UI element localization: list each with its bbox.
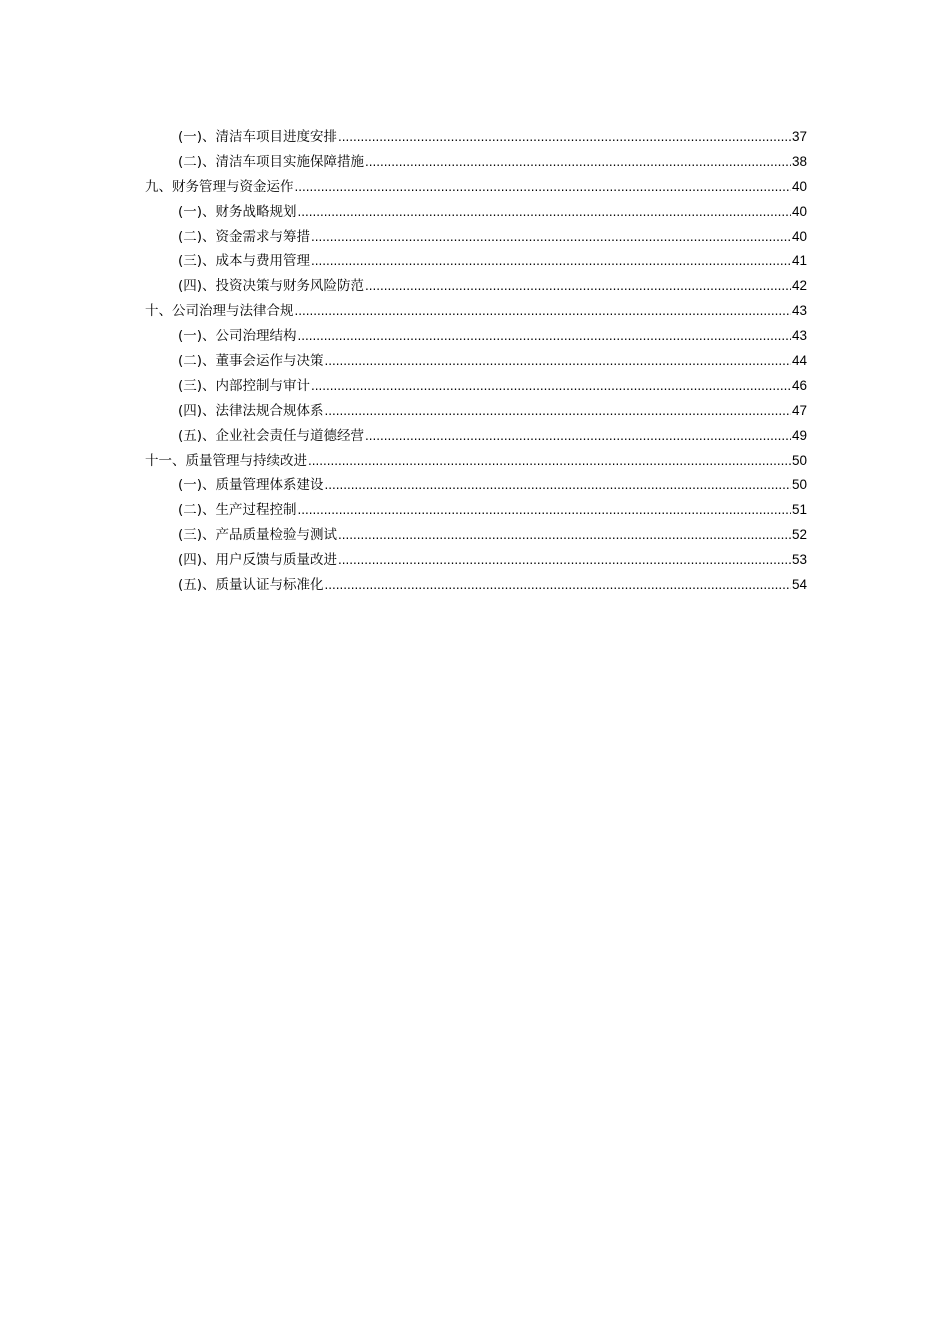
- toc-leader-dots: [365, 150, 791, 175]
- toc-entry[interactable]: [145, 274, 807, 299]
- toc-entry-label: (四)、用户反馈与质量改进: [178, 552, 338, 569]
- toc-leader-dots: [295, 299, 791, 324]
- toc-entry-label: (三)、成本与费用管理: [178, 253, 311, 270]
- toc-entry[interactable]: [145, 573, 807, 598]
- toc-leader-dots: [325, 399, 791, 424]
- toc-leader-dots: [298, 200, 791, 225]
- table-of-contents: [145, 125, 807, 598]
- toc-page-number: 41: [791, 253, 807, 269]
- toc-leader-dots: [365, 274, 791, 299]
- toc-entry-label: (三)、产品质量检验与测试: [178, 527, 338, 544]
- toc-leader-dots: [311, 374, 791, 399]
- toc-entry[interactable]: [145, 150, 807, 175]
- toc-page-number: 40: [791, 178, 807, 194]
- toc-entry[interactable]: [145, 374, 807, 399]
- toc-page-number: 37: [791, 129, 807, 144]
- toc-page-number: 54: [791, 577, 807, 593]
- toc-entry-label: 十、公司治理与法律合规: [145, 303, 294, 320]
- toc-entry-label: (五)、企业社会责任与道德经营: [178, 427, 365, 444]
- toc-entry-label: (四)、法律法规合规体系: [178, 402, 324, 419]
- toc-entry[interactable]: [145, 449, 807, 474]
- toc-entry[interactable]: [145, 473, 807, 498]
- toc-page-number: 53: [791, 552, 807, 568]
- toc-entry[interactable]: [145, 498, 807, 523]
- toc-entry-label: (四)、投资决策与财务风险防范: [178, 278, 365, 295]
- toc-entry-label: (五)、质量认证与标准化: [178, 577, 324, 594]
- toc-leader-dots: [365, 424, 791, 449]
- toc-page-number: 43: [791, 328, 807, 344]
- toc-entry-label: (一)、清洁车项目进度安排: [178, 129, 338, 145]
- toc-leader-dots: [298, 498, 791, 523]
- toc-entry[interactable]: [145, 200, 807, 225]
- toc-entry-label: (一)、财务战略规划: [178, 203, 297, 220]
- toc-entry-label: 九、财务管理与资金运作: [145, 178, 294, 195]
- toc-page-number: 46: [791, 377, 807, 393]
- toc-page-number: 52: [791, 527, 807, 543]
- toc-leader-dots: [295, 175, 791, 200]
- toc-leader-dots: [325, 573, 791, 598]
- toc-leader-dots: [338, 548, 791, 573]
- toc-entry[interactable]: [145, 523, 807, 548]
- toc-page-number: 50: [791, 477, 807, 493]
- toc-page-number: 40: [791, 203, 807, 219]
- toc-entry-label: (二)、清洁车项目实施保障措施: [178, 153, 365, 170]
- toc-page-number: 43: [791, 303, 807, 319]
- toc-page-number: 50: [791, 452, 807, 468]
- toc-leader-dots: [325, 473, 791, 498]
- toc-entry[interactable]: [145, 299, 807, 324]
- toc-page-number: 51: [791, 502, 807, 518]
- toc-leader-dots: [298, 324, 791, 349]
- toc-leader-dots: [338, 125, 791, 150]
- toc-entry[interactable]: [145, 125, 807, 150]
- toc-entry[interactable]: [145, 175, 807, 200]
- toc-entry-label: 十一、质量管理与持续改进: [145, 452, 307, 469]
- toc-page-number: 49: [791, 427, 807, 443]
- toc-entry[interactable]: [145, 399, 807, 424]
- toc-entry[interactable]: [145, 424, 807, 449]
- toc-entry-label: (三)、内部控制与审计: [178, 377, 311, 394]
- toc-leader-dots: [308, 449, 791, 474]
- toc-page-number: 47: [791, 402, 807, 418]
- toc-leader-dots: [311, 249, 791, 274]
- toc-leader-dots: [325, 349, 791, 374]
- toc-leader-dots: [338, 523, 791, 548]
- toc-entry-label: (一)、公司治理结构: [178, 328, 297, 345]
- toc-page-number: 38: [791, 153, 807, 169]
- toc-entry-label: (二)、生产过程控制: [178, 502, 297, 519]
- toc-entry-label: (二)、董事会运作与决策: [178, 353, 324, 370]
- toc-entry[interactable]: [145, 249, 807, 274]
- toc-leader-dots: [311, 225, 791, 250]
- toc-entry[interactable]: [145, 349, 807, 374]
- toc-entry[interactable]: [145, 324, 807, 349]
- toc-page-number: 42: [791, 278, 807, 294]
- toc-entry[interactable]: [145, 225, 807, 250]
- toc-page-number: 40: [791, 228, 807, 244]
- toc-page-number: 44: [791, 353, 807, 369]
- toc-entry-label: (一)、质量管理体系建设: [178, 477, 324, 494]
- toc-entry-label: (二)、资金需求与筹措: [178, 228, 311, 245]
- toc-entry[interactable]: [145, 548, 807, 573]
